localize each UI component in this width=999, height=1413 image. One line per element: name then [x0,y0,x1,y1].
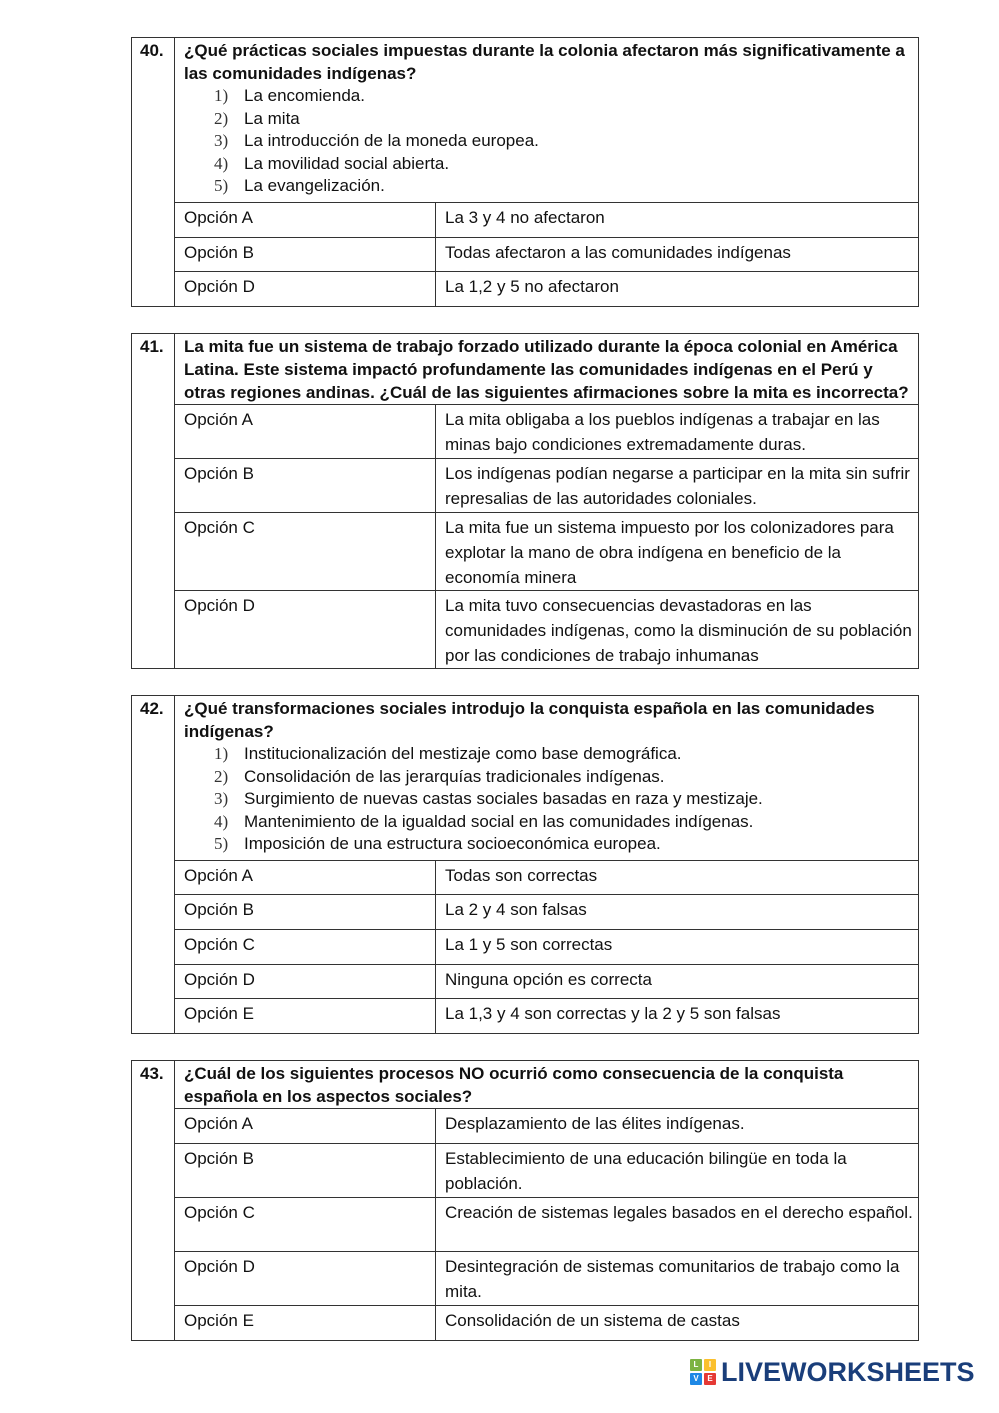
option-text[interactable]: La mita fue un sistema impuesto por los colonizadores para explotar la mano de obra indígena en beneficio de la economía minera [436,512,919,590]
question-stem-cell [175,333,919,404]
logo-blocks-icon [690,1359,716,1385]
answer-option-row[interactable] [132,1251,919,1305]
option-text[interactable]: La mita obligaba a los pueblos indígenas a trabajar en las minas bajo condiciones extremadamente duras. [436,404,919,458]
statement-item [214,175,914,198]
question-stem-cell [175,695,919,860]
statement-list [184,743,914,860]
logo-text: LIVEWORKSHEETS [721,1356,975,1387]
answer-option-row[interactable] [132,1197,919,1251]
option-text[interactable]: Consolidación de un sistema de castas [436,1305,919,1340]
logo-block-i: I [704,1359,716,1371]
statement-item [214,85,914,108]
statement-number: 3) [214,131,229,151]
option-label[interactable]: Opción D [175,1251,436,1305]
option-label[interactable]: Opción E [175,998,436,1033]
statement-number: 1) [214,743,229,763]
statement-item [214,766,914,789]
question-43 [131,1060,919,1341]
answer-option-row[interactable] [132,929,919,964]
answer-option-row[interactable] [132,894,919,929]
statement-text: La movilidad social abierta. [244,153,450,173]
statement-item [214,743,914,766]
option-text[interactable]: La 1 y 5 son correctas [436,929,919,964]
question-text: La mita fue un sistema de trabajo forzado utilizado durante la época colonial en América Latina. Este sistema impactó profundamente las comunidades indígenas en el Perú y otras regiones andinas. ¿Cuál de las siguientes afirmaciones sobre la mita es incorrecta? [184,336,909,402]
answer-option-row[interactable] [132,964,919,998]
answer-option-row[interactable] [132,512,919,590]
statement-list [184,85,914,202]
liveworksheets-logo [690,1355,999,1389]
option-label[interactable]: Opción A [175,860,436,894]
option-label[interactable]: Opción D [175,271,436,306]
statement-number: 2) [214,766,229,786]
option-text[interactable]: Creación de sistemas legales basados en el derecho español. [436,1197,919,1251]
answer-option-row[interactable] [132,202,919,237]
option-label[interactable]: Opción B [175,894,436,929]
option-label[interactable]: Opción B [175,1143,436,1197]
logo-block-l: L [690,1359,702,1371]
statement-item [214,108,914,131]
statement-item [214,811,914,834]
statement-number: 5) [214,176,229,196]
statement-number: 4) [214,811,229,831]
statement-text: La mita [244,108,300,128]
statement-number: 3) [214,789,229,809]
statement-text: La encomienda. [244,86,365,105]
option-label[interactable]: Opción B [175,237,436,271]
statement-number: 5) [214,834,229,854]
question-stem-cell [175,1060,919,1108]
option-label[interactable]: Opción D [175,964,436,998]
option-text[interactable]: Establecimiento de una educación bilingüe en toda la población. [436,1143,919,1197]
option-label[interactable]: Opción C [175,929,436,964]
statement-number: 1) [214,86,229,105]
statement-text: La evangelización. [244,176,385,196]
logo-block-e: E [704,1373,716,1385]
question-number: 43. [132,1060,175,1340]
statement-text: Surgimiento de nuevas castas sociales basadas en raza y mestizaje. [244,789,763,809]
answer-option-row[interactable] [132,590,919,668]
option-label[interactable]: Opción C [175,512,436,590]
answer-option-row[interactable] [132,404,919,458]
statement-item [214,153,914,176]
option-label[interactable]: Opción D [175,590,436,668]
statement-item [214,833,914,856]
question-41 [131,333,919,669]
answer-option-row[interactable] [132,1108,919,1143]
statement-text: Imposición de una estructura socioeconómica europea. [244,834,661,854]
answer-option-row[interactable] [132,1143,919,1197]
option-text[interactable]: La 2 y 4 son falsas [436,894,919,929]
option-text[interactable]: Todas son correctas [436,860,919,894]
option-text[interactable]: La 1,3 y 4 son correctas y la 2 y 5 son falsas [436,998,919,1033]
answer-option-row[interactable] [132,237,919,271]
option-label[interactable]: Opción C [175,1197,436,1251]
option-label[interactable]: Opción A [175,404,436,458]
question-text: ¿Cuál de los siguientes procesos NO ocurrió como consecuencia de la conquista española en los aspectos sociales? [184,1063,844,1106]
option-text[interactable]: Todas afectaron a las comunidades indígenas [436,237,919,271]
statement-text: La introducción de la moneda europea. [244,131,539,151]
option-label[interactable]: Opción E [175,1305,436,1340]
option-text[interactable]: La 3 y 4 no afectaron [436,202,919,237]
question-42 [131,695,919,1034]
option-label[interactable]: Opción A [175,1108,436,1143]
question-number: 42. [132,695,175,1033]
statement-text: Institucionalización del mestizaje como base demográfica. [244,743,682,763]
answer-option-row[interactable] [132,271,919,306]
answer-option-row[interactable] [132,860,919,894]
statement-item [214,130,914,153]
option-text[interactable]: Ninguna opción es correcta [436,964,919,998]
option-text[interactable]: La 1,2 y 5 no afectaron [436,271,919,306]
option-text[interactable]: Desplazamiento de las élites indígenas. [436,1108,919,1143]
answer-option-row[interactable] [132,1305,919,1340]
question-number: 40. [132,38,175,307]
statement-number: 2) [214,108,229,128]
option-text[interactable]: Desintegración de sistemas comunitarios de trabajo como la mita. [436,1251,919,1305]
option-label[interactable]: Opción A [175,202,436,237]
answer-option-row[interactable] [132,998,919,1033]
option-text[interactable]: Los indígenas podían negarse a participar en la mita sin sufrir represalias de las autoridades coloniales. [436,458,919,512]
statement-item [214,788,914,811]
option-label[interactable]: Opción B [175,458,436,512]
question-text: ¿Qué prácticas sociales impuestas durante la colonia afectaron más significativamente a las comunidades indígenas? [184,41,905,83]
question-text: ¿Qué transformaciones sociales introdujo la conquista española en las comunidades indígenas? [184,698,875,741]
statement-text: Consolidación de las jerarquías tradicionales indígenas. [244,766,665,786]
logo-block-v: V [690,1373,702,1385]
option-text[interactable]: La mita tuvo consecuencias devastadoras en las comunidades indígenas, como la disminución de su población por las condiciones de trabajo inhumanas [436,590,919,668]
statement-number: 4) [214,153,229,173]
question-40 [131,37,919,307]
question-number: 41. [132,333,175,668]
question-stem-cell [175,38,919,203]
answer-option-row[interactable] [132,458,919,512]
statement-text: Mantenimiento de la igualdad social en las comunidades indígenas. [244,811,754,831]
